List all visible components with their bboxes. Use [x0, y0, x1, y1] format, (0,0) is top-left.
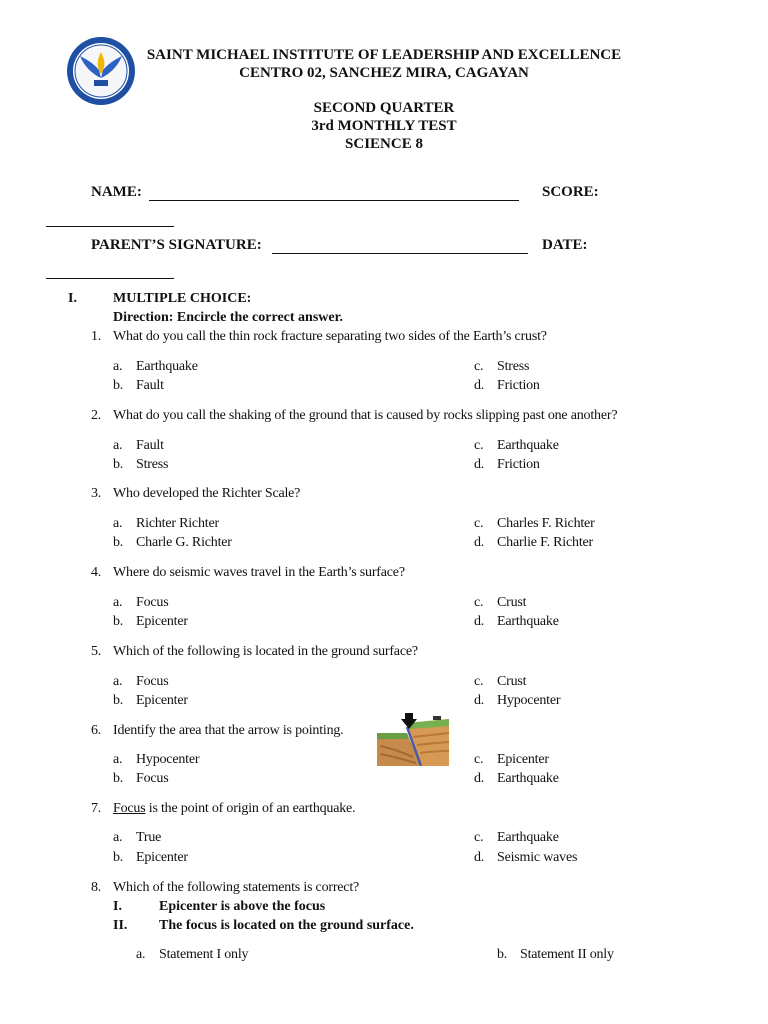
choice-letter: c. — [474, 359, 484, 374]
statement-number: I. — [113, 899, 122, 914]
exam-quarter: SECOND QUARTER — [313, 100, 455, 116]
question-number: 8. — [91, 880, 102, 895]
statement-number: II. — [113, 918, 128, 933]
choice-letter: d. — [474, 535, 485, 550]
choice-letter: d. — [474, 378, 485, 393]
choice-d[interactable]: Earthquake — [497, 771, 559, 786]
exam-subject: SCIENCE 8 — [345, 136, 423, 152]
school-name: SAINT MICHAEL INSTITUTE OF LEADERSHIP AND EXCELLENCE — [146, 47, 622, 63]
question-text: Which of the following is located in the ground surface? — [113, 644, 418, 659]
choice-c[interactable]: Epicenter — [497, 752, 549, 767]
choice-a[interactable]: Fault — [136, 438, 164, 453]
score-line[interactable] — [46, 226, 174, 227]
choice-d[interactable]: Friction — [497, 457, 540, 472]
statement-text: The focus is located on the ground surface. — [159, 918, 414, 933]
choice-d[interactable]: Friction — [497, 378, 540, 393]
choice-letter: c. — [474, 830, 484, 845]
name-line[interactable] — [149, 200, 519, 201]
school-address: CENTRO 02, SANCHEZ MIRA, CAGAYAN — [239, 65, 529, 81]
signature-line[interactable] — [272, 253, 528, 254]
question-number: 7. — [91, 801, 102, 816]
name-label: NAME: — [91, 184, 142, 200]
choice-b[interactable]: Statement II only — [520, 947, 614, 962]
choice-letter: a. — [113, 438, 123, 453]
choice-b[interactable]: Epicenter — [136, 693, 188, 708]
choice-letter: b. — [113, 850, 124, 865]
choice-a[interactable]: Richter Richter — [136, 516, 219, 531]
choice-c[interactable]: Crust — [497, 595, 527, 610]
choice-letter: d. — [474, 614, 485, 629]
choice-letter: c. — [474, 595, 484, 610]
choice-letter: a. — [113, 674, 123, 689]
choice-letter: b. — [113, 457, 124, 472]
choice-b[interactable]: Stress — [136, 457, 169, 472]
score-label: SCORE: — [542, 184, 599, 200]
choice-c[interactable]: Charles F. Richter — [497, 516, 595, 531]
question-text: What do you call the thin rock fracture separating two sides of the Earth’s crust? — [113, 329, 547, 344]
choice-letter: a. — [113, 359, 123, 374]
choice-letter: b. — [113, 535, 124, 550]
choice-a[interactable]: Statement I only — [159, 947, 249, 962]
choice-letter: d. — [474, 457, 485, 472]
underlined-term: Focus — [113, 801, 146, 816]
question-number: 6. — [91, 723, 102, 738]
choice-letter: d. — [474, 850, 485, 865]
choice-letter: d. — [474, 771, 485, 786]
choice-letter: a. — [113, 516, 123, 531]
choice-letter: b. — [113, 378, 124, 393]
choice-letter: b. — [497, 947, 508, 962]
choice-letter: a. — [136, 947, 146, 962]
choice-c[interactable]: Earthquake — [497, 438, 559, 453]
question-number: 5. — [91, 644, 102, 659]
choice-letter: a. — [113, 595, 123, 610]
choice-letter: b. — [113, 771, 124, 786]
choice-letter: b. — [113, 614, 124, 629]
section-title: MULTIPLE CHOICE: — [113, 291, 252, 306]
signature-label: PARENT’S SIGNATURE: — [91, 237, 262, 253]
choice-letter: c. — [474, 438, 484, 453]
question-number: 4. — [91, 565, 102, 580]
question-number: 1. — [91, 329, 102, 344]
choice-c[interactable]: Earthquake — [497, 830, 559, 845]
choice-letter: a. — [113, 752, 123, 767]
choice-d[interactable]: Hypocenter — [497, 693, 561, 708]
date-label: DATE: — [542, 237, 588, 253]
choice-letter: c. — [474, 516, 484, 531]
choice-a[interactable]: True — [136, 830, 162, 845]
fault-diagram-image — [377, 713, 449, 766]
choice-a[interactable]: Focus — [136, 595, 169, 610]
choice-d[interactable]: Earthquake — [497, 614, 559, 629]
question-text: Which of the following statements is correct? — [113, 880, 360, 895]
choice-letter: b. — [113, 693, 124, 708]
choice-letter: c. — [474, 674, 484, 689]
question-text: Where do seismic waves travel in the Earth’s surface? — [113, 565, 405, 580]
choice-c[interactable]: Crust — [497, 674, 527, 689]
choice-b[interactable]: Epicenter — [136, 850, 188, 865]
choice-b[interactable]: Focus — [136, 771, 169, 786]
choice-a[interactable]: Hypocenter — [136, 752, 200, 767]
question-text: Focus is the point of origin of an earthquake. — [113, 801, 356, 816]
question-number: 2. — [91, 408, 102, 423]
choice-letter: c. — [474, 752, 484, 767]
date-line[interactable] — [46, 278, 174, 279]
question-text: Identify the area that the arrow is pointing. — [113, 723, 344, 738]
question-text: What do you call the shaking of the ground that is caused by rocks slipping past one another? — [113, 408, 618, 423]
choice-d[interactable]: Seismic waves — [497, 850, 578, 865]
choice-c[interactable]: Stress — [497, 359, 530, 374]
section-number: I. — [68, 291, 77, 306]
choice-d[interactable]: Charlie F. Richter — [497, 535, 593, 550]
choice-a[interactable]: Focus — [136, 674, 169, 689]
choice-a[interactable]: Earthquake — [136, 359, 198, 374]
statement-text: Epicenter is above the focus — [159, 899, 326, 914]
exam-test: 3rd MONTHLY TEST — [311, 118, 457, 134]
choice-letter: a. — [113, 830, 123, 845]
question-text: Who developed the Richter Scale? — [113, 486, 301, 501]
section-direction: Direction: Encircle the correct answer. — [113, 310, 344, 325]
choice-letter: d. — [474, 693, 485, 708]
question-number: 3. — [91, 486, 102, 501]
choice-b[interactable]: Epicenter — [136, 614, 188, 629]
choice-b[interactable]: Charle G. Richter — [136, 535, 232, 550]
choice-b[interactable]: Fault — [136, 378, 164, 393]
